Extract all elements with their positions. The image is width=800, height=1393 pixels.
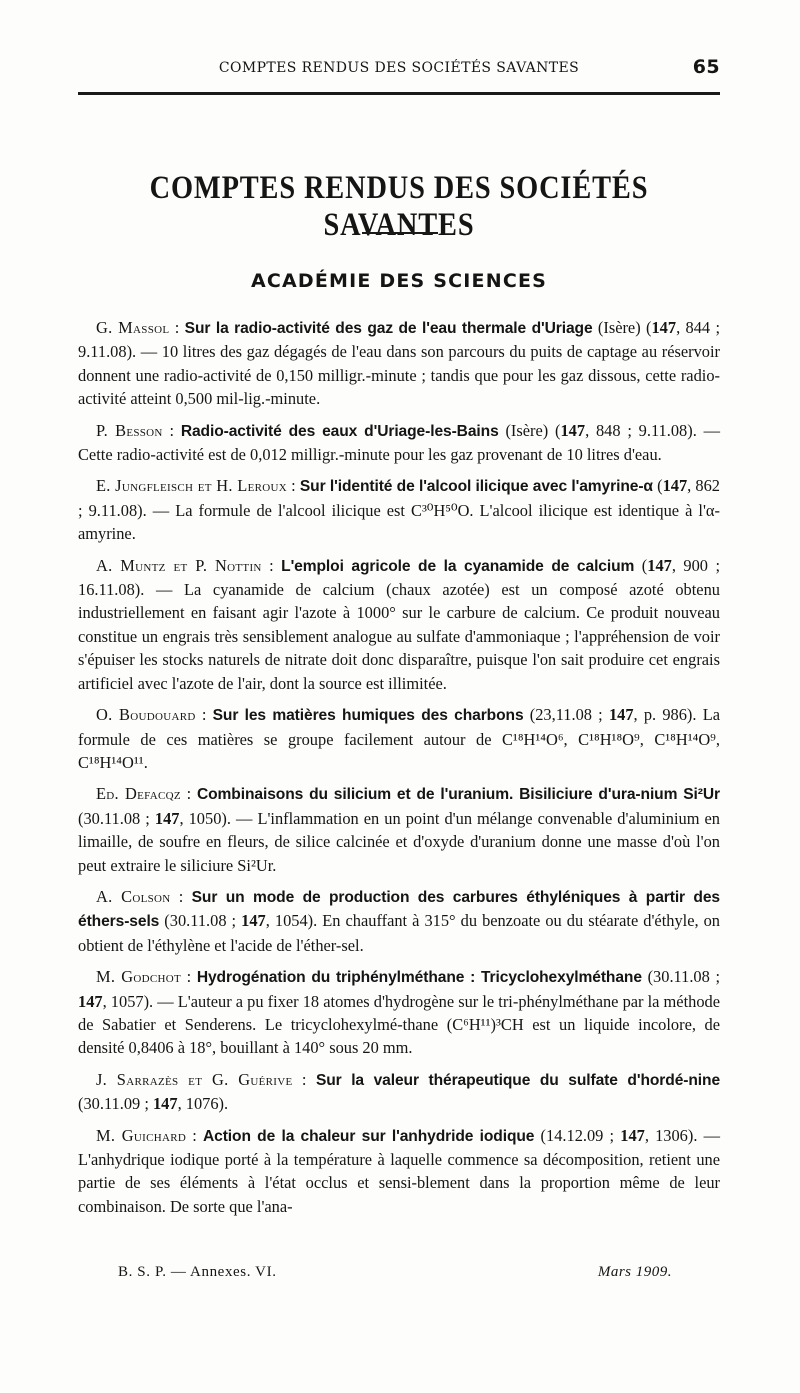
entry-body: — La cyanamide de calcium (chaux azotée) est un composé azoté obtenu industriellement en faisant agir l'azote à 1000° sur le carbure de calcium. Ce produit nouveau constitue un engrais très sensiblement analogue au sulfate d'ammoniaque ; l'appréhension de voir s'épuiser les stocks naturels de nitrate doit donc disparaître, puisque l'on sait produire cet engrais artificiel avec l'azote de l'air, dont la source est illimitée.	[78, 580, 720, 693]
entry-ref-pre: (14.12.09 ;	[540, 1125, 621, 1145]
entry-volume: 147	[154, 808, 180, 828]
entry-ref-post: , 862 ; 9.11.08).	[78, 476, 721, 520]
footer-signature: B. S. P. — Annexes. VI.	[118, 1264, 277, 1280]
entry-volume: 147	[152, 1094, 178, 1114]
entry-boudouard: O. Boudouard : Sur les matières humiques des charbons (23,11.08 ; 147, p. 986). La formule de ces matières se groupe facilement autour de C¹⁸H¹⁴O⁶, C¹⁸H¹⁸O⁹, C¹⁸H¹⁴O⁹, C¹⁸H¹⁴O¹¹.	[78, 705, 720, 772]
entry-guichard: M. Guichard : Action de la chaleur sur l'anhydride iodique (14.12.09 ; 147, 1306). — L'anhydrique iodique porté à la température à laquelle commence sa décomposition, retient une partie de ses éléments à l'état occlus et sensi-blement dans la proportion même de leur combinaison. De sorte que l'ana-	[78, 1125, 720, 1216]
entry-volume: 147	[560, 420, 586, 440]
entry-ref-post: , 1057).	[102, 991, 154, 1011]
entry-ref-post: , 1306).	[644, 1125, 698, 1145]
entry-ref-post: , 1076).	[177, 1094, 229, 1114]
entry-title: Sur la radio-activité des gaz de l'eau thermale d'Uriage	[184, 320, 593, 337]
entry-ref-pre: (	[641, 555, 648, 575]
entry-ref-post: , 844 ; 9.11.08).	[78, 318, 721, 362]
entry-title: Sur un mode de production des carbures éthyléniques à partir des éthers-sels	[78, 888, 721, 931]
entry-title: Sur la valeur thérapeutique du sulfate d'hordé-nine	[315, 1071, 721, 1089]
entry-ref-post: , p. 986).	[633, 705, 697, 725]
entry-title: Radio-activité des eaux d'Uriage-les-Bains	[180, 422, 499, 440]
entry-ref-post: , 848 ; 9.11.08).	[585, 420, 697, 440]
entry-body: En chauffant à 315° du benzoate ou du stéarate d'éthyle, on obtient de l'éthylène et l'acide de l'éther-sel.	[78, 911, 721, 955]
entry-author: A. Colson	[96, 886, 171, 906]
entry-title: Sur les matières humiques des charbons	[212, 707, 524, 725]
entry-besson: P. Besson : Radio-activité des eaux d'Uriage-les-Bains (Isère) (147, 848 ; 9.11.08). — Cette radio-activité est de 0,012 milligr.-minute pour les gaz provenant de 10 litres d'eau.	[78, 420, 720, 465]
entry-author: E. Jungfleisch et H. Leroux	[96, 476, 287, 496]
entry-colson: A. Colson : Sur un mode de production des carbures éthyléniques à partir des éthers-sels (30.11.08 ; 147, 1054). En chauffant à 315° du benzoate ou du stéarate d'éthyle, on obtient de l'éthylène et l'acide de l'éther-sel.	[78, 886, 721, 955]
entry-body: La formule de ces matières se groupe facilement autour de C¹⁸H¹⁴O⁶, C¹⁸H¹⁸O⁹, C¹⁸H¹⁴O⁹, C¹⁸H¹⁴O¹¹.	[78, 705, 720, 772]
entry-title: Hydrogénation du triphénylméthane : Tricyclohexylméthane	[196, 969, 642, 987]
page-number: 65	[692, 56, 720, 78]
title-rule	[362, 232, 438, 234]
entry-muntz: A. Muntz et P. Nottin : L'emploi agricole de la cyanamide de calcium (147, 900 ; 16.11.08). — La cyanamide de calcium (chaux azotée) est un composé azoté obtenu industriellement en faisant agir l'azote à 1000° sur le carbure de calcium. Ce produit nouveau constitue un engrais très sensiblement analogue au sulfate d'ammoniaque ; l'appréhension de voir s'épuiser les stocks naturels de nitrate doit donc disparaître, puisque l'on sait produire cet engrais artificiel avec l'azote de l'air, dont la source est illimitée.	[78, 555, 721, 693]
entry-godchot: M. Godchot : Hydrogénation du triphénylméthane : Tricyclohexylméthane (30.11.08 ; 147, 1057). — L'auteur a pu fixer 18 atomes d'hydrogène sur le tri-phénylméthane par la méthode de Sabatier et Senderens. Le tricyclohexylmé-thane (C⁶H¹¹)³CH est un liquide incolore, de densité 0,8406 à 18°, bouillant à 140° sous 20 mm.	[78, 967, 721, 1058]
entry-ref-pre: (30.11.08 ;	[78, 808, 155, 828]
entry-title: Sur l'identité de l'alcool ilicique avec l'amyrine-α	[299, 478, 653, 496]
entry-ref-pre: (	[657, 476, 663, 496]
footer-date: Mars 1909.	[597, 1264, 672, 1280]
section-title: ACADÉMIE DES SCIENCES	[250, 270, 548, 292]
entry-body: — L'inflammation en un point d'un mélange convenable d'aluminium en limaille, de soufre en fleurs, de silice calcinée et d'oxyde d'uranium donne une masse d'où l'on peut extraire le siliciure Si²Ur.	[78, 808, 720, 875]
entry-volume: 147	[608, 705, 634, 725]
entry-author: M. Godchot	[96, 967, 181, 987]
entry-title: Combinaisons du silicium et de l'uranium. Bisiliciure d'ura-nium Si²Ur	[196, 786, 720, 804]
main-title: COMPTES RENDUS DES SOCIÉTÉS SAVANTES	[149, 170, 649, 243]
running-head	[78, 58, 720, 82]
entry-author: P. Besson	[96, 420, 163, 440]
entry-ref-pre: (23,11.08 ;	[529, 705, 609, 725]
entry-ref-pre: (Isère) (	[505, 420, 561, 440]
entry-volume: 147	[78, 991, 103, 1011]
entry-jungfleisch: E. Jungfleisch et H. Leroux : Sur l'identité de l'alcool ilicique avec l'amyrine-α (147, 862 ; 9.11.08). — La formule de l'alcool ilicique est C³⁰H⁵⁰O. L'alcool ilicique est identique à l'α-amyrine.	[78, 476, 721, 544]
entry-author: J. Sarrazès et G. Guérive	[96, 1069, 293, 1089]
entry-author: G. Massol	[96, 318, 170, 337]
entry-author: O. Boudouard	[96, 705, 196, 725]
entry-sarrazes: J. Sarrazès et G. Guérive : Sur la valeur thérapeutique du sulfate d'hordé-nine (30.11.09 ; 147, 1076).	[78, 1069, 721, 1114]
entry-title: Action de la chaleur sur l'anhydride iodique	[202, 1127, 535, 1145]
entry-volume: 147	[662, 476, 688, 496]
running-head-title: COMPTES RENDUS DES SOCIÉTÉS SAVANTES	[218, 60, 580, 76]
entry-author: M. Guichard	[96, 1125, 187, 1145]
entry-ref-pre: (30.11.08 ;	[647, 967, 721, 987]
entry-volume: 147	[651, 318, 677, 337]
entry-volume: 147	[241, 911, 266, 931]
entry-volume: 147	[647, 555, 672, 575]
entry-volume: 147	[620, 1125, 645, 1145]
entry-body: — 10 litres des gaz dégagés de l'eau dans son parcours du puits de captage au réservoir donnent une radio-activité de 0,150 milligr.-minute ; tandis que pour les gaz dissous, cette radio-activité atteint 0,500 mil-lig.-minute.	[78, 342, 720, 409]
entry-body: — Cette radio-activité est de 0,012 milligr.-minute pour les gaz provenant de 10 litres d'eau.	[78, 420, 720, 465]
entry-body: — L'anhydrique iodique porté à la température à laquelle commence sa décomposition, retient une partie de ses éléments à l'état occlus et sensi-blement dans la proportion même de leur combinaison. De sorte que l'ana-	[78, 1125, 720, 1216]
page-footer	[78, 1264, 720, 1286]
header-rule	[78, 92, 720, 95]
entry-body: — La formule de l'alcool ilicique est C³⁰H⁵⁰O. L'alcool ilicique est identique à l'α-amyrine.	[78, 500, 720, 544]
entry-ref-post: , 900 ; 16.11.08).	[78, 555, 721, 600]
entry-body: — L'auteur a pu fixer 18 atomes d'hydrogène sur le tri-phénylméthane par la méthode de Sabatier et Senderens. Le tricyclohexylmé-thane (C⁶H¹¹)³CH est un liquide incolore, de densité 0,8406 à 18°, bouillant à 140° sous 20 mm.	[78, 991, 720, 1058]
entries-list	[78, 316, 720, 1226]
entry-author: A. Muntz et P. Nottin	[96, 555, 262, 575]
entry-ref-post: , 1050).	[179, 808, 231, 828]
entry-ref-pre: (Isère) (	[597, 318, 652, 337]
entry-massol: G. Massol : Sur la radio-activité des gaz de l'eau thermale d'Uriage (Isère) (147, 844 ; 9.11.08). — 10 litres des gaz dégagés de l'eau dans son parcours du puits de captage au réservoir donnent une radio-activité de 0,150 milligr.-minute ; tandis que pour les gaz dissous, cette radio-activité atteint 0,500 mil-lig.-minute.	[78, 318, 721, 409]
entry-author: Ed. Defacqz	[96, 784, 181, 804]
entry-ref-pre: (30.11.08 ;	[164, 911, 242, 931]
entry-defacqz: Ed. Defacqz : Combinaisons du silicium et de l'uranium. Bisiliciure d'ura-nium Si²Ur (30.11.08 ; 147, 1050). — L'inflammation en un point d'un mélange convenable d'aluminium en limaille, de soufre en fleurs, de silice calcinée et d'oxyde d'uranium donne une masse d'où l'on peut extraire le siliciure Si²Ur.	[78, 784, 720, 875]
entry-title: L'emploi agricole de la cyanamide de calcium	[281, 557, 635, 575]
entry-ref-pre: (30.11.09 ;	[78, 1094, 153, 1114]
entry-ref-post: , 1054).	[265, 911, 318, 931]
